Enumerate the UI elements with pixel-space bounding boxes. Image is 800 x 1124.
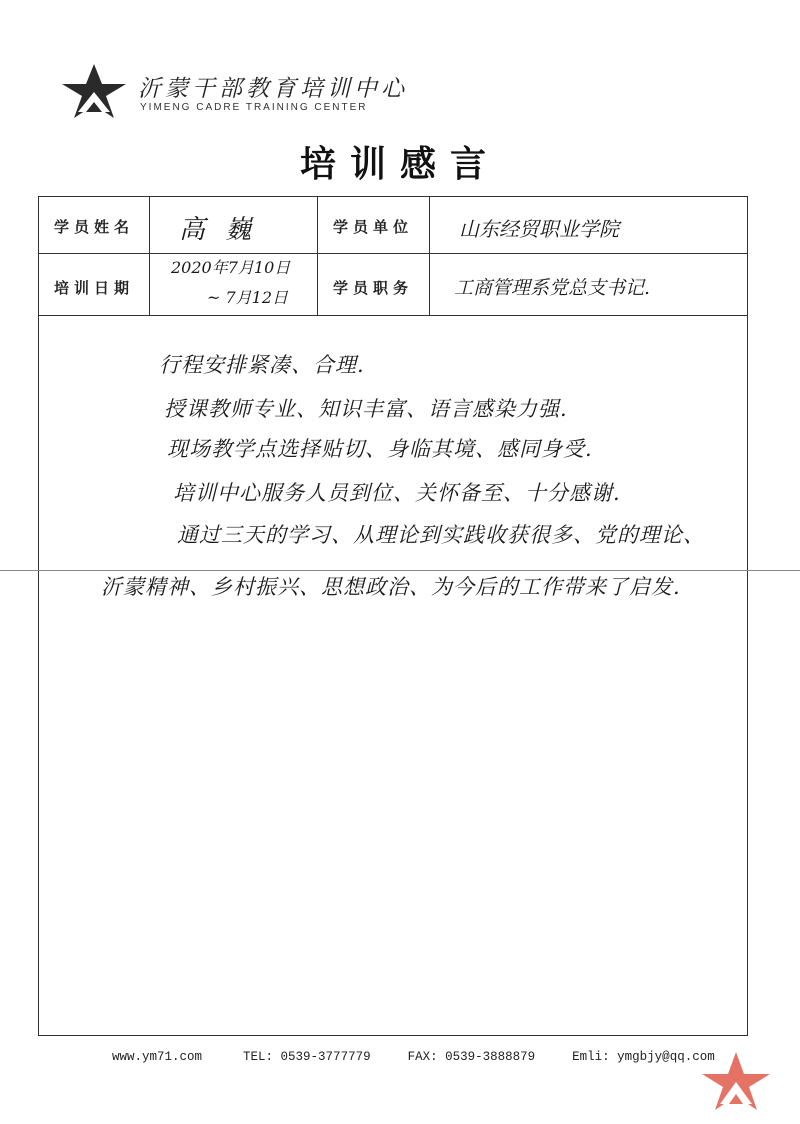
row-divider: [39, 315, 747, 316]
scan-artifact-line: [0, 570, 800, 571]
position-value: 工商管理系党总支书记.: [454, 277, 651, 299]
unit-label: 学员单位: [332, 218, 413, 236]
star-mountain-logo-icon: [58, 62, 130, 120]
reflection-line: 行程安排紧凑、合理.: [159, 353, 365, 377]
page-title: 培训感言: [299, 143, 500, 185]
logo-text-cn: 沂蒙干部教育培训中心: [138, 76, 408, 102]
reflection-line: 培训中心服务人员到位、关怀备至、十分感谢.: [173, 481, 621, 505]
reflection-line: 授课教师专业、知识丰富、语言感染力强.: [164, 397, 568, 421]
name-value: 高 巍: [179, 215, 258, 245]
reflection-line: 通过三天的学习、从理论到实践收获很多、党的理论、: [177, 523, 705, 547]
name-label: 学员姓名: [53, 218, 134, 236]
column-divider: [149, 197, 150, 315]
position-label: 学员职务: [332, 279, 413, 297]
date-end: ~ 7月12日: [207, 288, 289, 307]
footer-website: www.ym71.com: [112, 1050, 203, 1064]
footer-email: Emli: ymgbjy@qq.com: [572, 1050, 715, 1064]
footer-contact: [112, 1050, 715, 1064]
date-start: 2020年7月10日: [171, 258, 291, 277]
reflection-form: [38, 196, 748, 1036]
row-divider: [39, 253, 747, 254]
corner-star-logo-icon: [700, 1050, 772, 1112]
unit-value: 山东经贸职业学院: [459, 217, 619, 241]
date-label: 培训日期: [53, 279, 134, 297]
footer-fax: FAX: 0539-3888879: [407, 1050, 536, 1064]
reflection-line: 现场教学点选择贴切、身临其境、感同身受.: [167, 437, 593, 461]
logo-text-en: YIMENG CADRE TRAINING CENTER: [140, 102, 368, 113]
footer-tel: TEL: 0539-3777779: [243, 1050, 371, 1064]
column-divider: [429, 197, 430, 315]
reflection-line: 沂蒙精神、乡村振兴、思想政治、为今后的工作带来了启发.: [101, 575, 681, 599]
